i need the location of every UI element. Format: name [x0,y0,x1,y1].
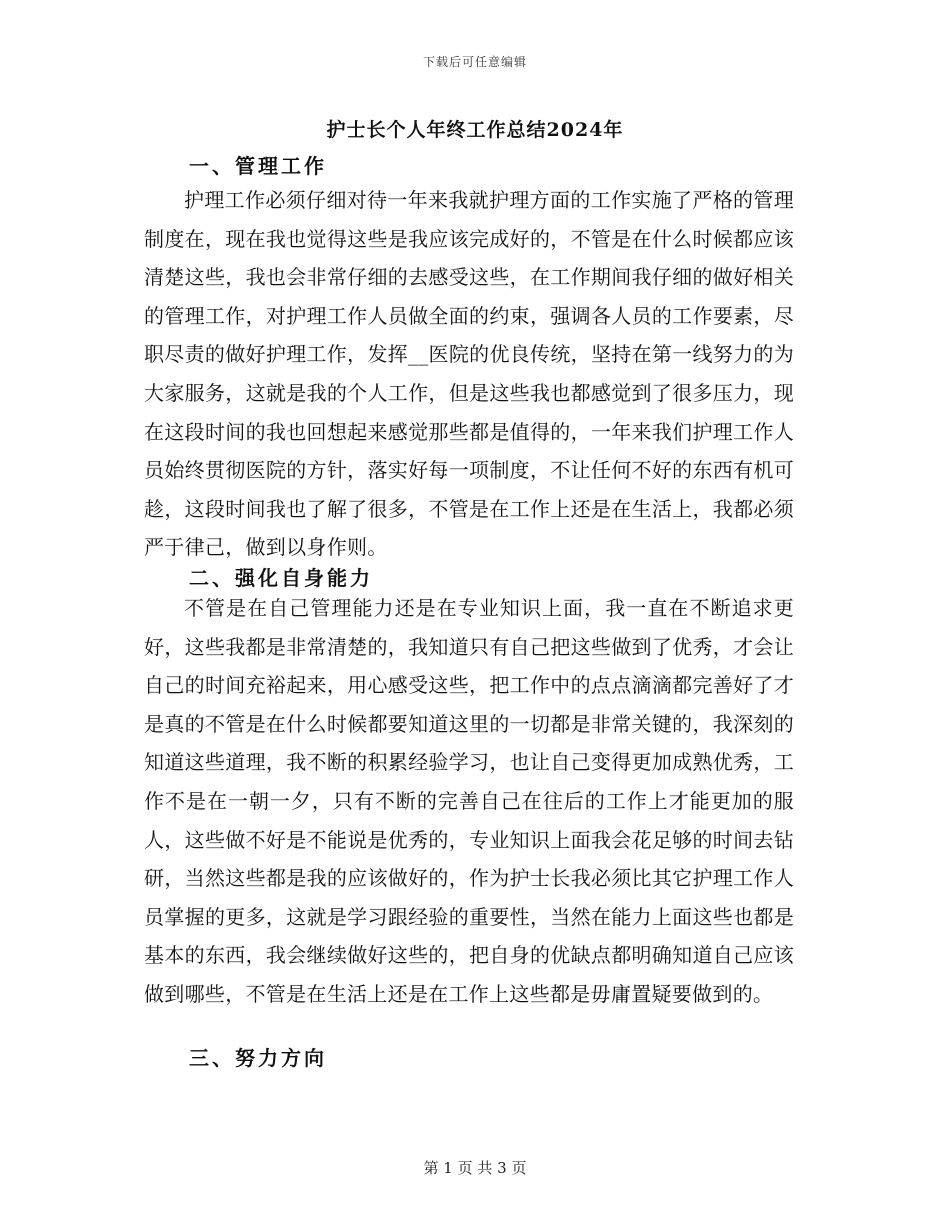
page-footer: 第 1 页 共 3 页 [423,1159,527,1177]
section-paragraph-ability: 不管是在自己管理能力还是在专业知识上面，我一直在不断追求更好，这些我都是非常清楚的，我知道只有自己把这些做到了优秀，才会让自己的时间充裕起来，用心感受这些，把工作中的点点滴滴都完善好了才是真的不管是在什么时候都要知道这里的一切都是非常关键的，我深刻的知道这些道理，我不断的积累经验学习，也让自己变得更加成熟优秀，工作不是在一朝一夕，只有不断的完善自己在往后的工作上才能更加的服人，这些做不好是不能说是优秀的，专业知识上面我会花足够的时间去钻研，当然这些都是我的应该做好的，作为护士长我必须比其它护理工作人员掌握的更多，这就是学习跟经验的重要性，当然在能力上面这些也都是基本的东西，我会继续做好这些的，把自身的优缺点都明确知道自己应该做到哪些，不管是在生活上还是在工作上这些都是毋庸置疑要做到的。 [144,596,794,1006]
header-note: 下载后可任意编辑 [422,55,527,69]
section-heading-management: 一、管理工作 [189,154,327,178]
section-heading-direction: 三、努力方向 [189,1046,327,1070]
section-paragraph-management: 护理工作必须仔细对待一年来我就护理方面的工作实施了严格的管理制度在，现在我也觉得这些是我应该完成好的，不管是在什么时候都应该清楚这些，我也会非常仔细的去感受这些，在工作期间我仔细的做好相关的管理工作，对护理工作人员做全面的约束，强调各人员的工作要素，尽职尽责的做好护理工作，发挥__医院的优良传统，坚持在第一线努力的为大家服务，这就是我的个人工作，但是这些我也都感觉到了很多压力，现在这段时间的我也回想起来感觉那些都是值得的，一年来我们护理工作人员始终贯彻医院的方针，落实好每一项制度，不让任何不好的东西有机可趁，这段时间我也了解了很多，不管是在工作上还是在生活上，我都必须严于律己，做到以身作则。 [144,188,794,560]
document-title: 护士长个人年终工作总结2024年 [326,119,624,141]
section-heading-ability: 二、强化自身能力 [189,566,373,590]
